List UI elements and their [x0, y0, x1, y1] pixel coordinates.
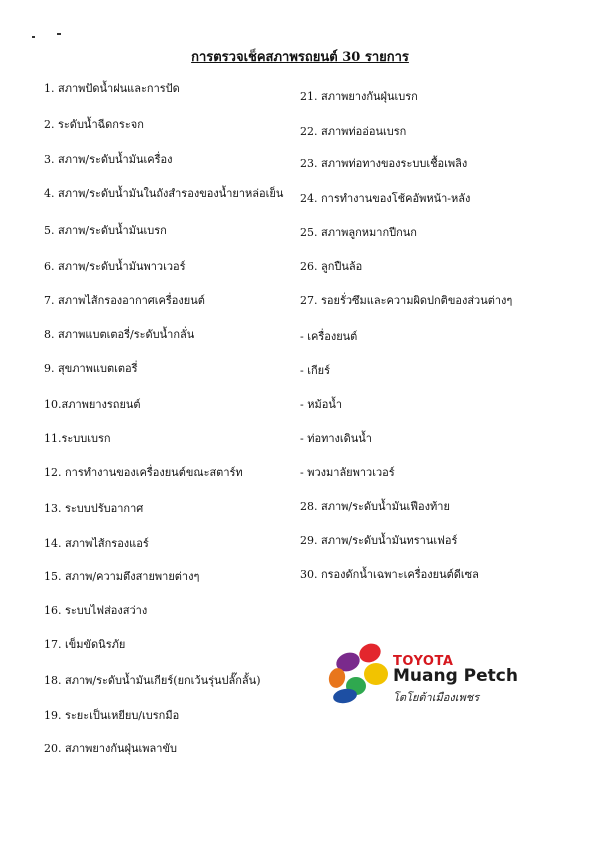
checklist-item: 9. สุขภาพแบตเตอรี่: [44, 362, 138, 375]
checklist-item: 13. ระบบปรับอากาศ: [44, 502, 144, 515]
checklist-item: 27. รอยรั่วซึมและความผิดปกติของส่วนต่างๆ: [300, 294, 513, 307]
scan-speck: [32, 36, 35, 38]
logo-dealer-text: Muang Petch: [393, 666, 518, 686]
checklist-item: - ท่อทางเดินน้ำ: [300, 432, 372, 445]
checklist-item: 16. ระบบไฟส่องสว่าง: [44, 604, 148, 617]
checklist-item: 25. สภาพลูกหมากปีกนก: [300, 226, 417, 239]
checklist-item: - พวงมาลัยพาวเวอร์: [300, 466, 395, 479]
checklist-item: 4. สภาพ/ระดับน้ำมันในถังสำรองของน้ำยาหล่อเย็น: [44, 187, 284, 200]
logo-dealer-thai-text: โตโยต้าเมืองเพชร: [393, 691, 480, 704]
checklist-item: 3. สภาพ/ระดับน้ำมันเครื่อง: [44, 153, 173, 166]
checklist-item: 30. กรองดักน้ำเฉพาะเครื่องยนต์ดีเซล: [300, 568, 479, 581]
checklist-item: 29. สภาพ/ระดับน้ำมันทรานเฟอร์: [300, 534, 458, 547]
checklist-item: 18. สภาพ/ระดับน้ำมันเกียร์(ยกเว้นรุ่นปลั๊กลั้น): [44, 674, 261, 687]
checklist-item: 7. สภาพไส้กรองอากาศเครื่องยนต์: [44, 294, 205, 307]
checklist-item: - เครื่องยนต์: [300, 330, 358, 343]
checklist-item: 8. สภาพแบตเตอรี่/ระดับน้ำกลั่น: [44, 328, 195, 341]
scan-speck: [57, 33, 61, 35]
checklist-item: 20. สภาพยางกันฝุ่นเพลาขับ: [44, 742, 177, 755]
checklist-item: 23. สภาพท่อทางของระบบเชื้อเพลิง: [300, 157, 468, 170]
checklist-item: 10.สภาพยางรถยนต์: [44, 398, 141, 411]
toyota-petals-icon: [326, 640, 392, 706]
checklist-item: 2. ระดับน้ำฉีดกระจก: [44, 118, 144, 131]
checklist-item: 28. สภาพ/ระดับน้ำมันเฟืองท้าย: [300, 500, 450, 513]
checklist-item: 19. ระยะเป็นเหยียบ/เบรกมือ: [44, 709, 180, 722]
checklist-item: 14. สภาพไส้กรองแอร์: [44, 537, 149, 550]
page-title: การตรวจเช็คสภาพรถยนต์ 30 รายการ: [191, 50, 409, 65]
checklist-item: 11.ระบบเบรก: [44, 432, 111, 445]
checklist-item: 17. เข็มขัดนิรภัย: [44, 638, 126, 651]
dealer-logo: [326, 640, 526, 706]
checklist-item: 12. การทำงานของเครื่องยนต์ขณะสตาร์ท: [44, 466, 243, 479]
checklist-item: 6. สภาพ/ระดับน้ำมันพาวเวอร์: [44, 260, 186, 273]
checklist-item: 1. สภาพปัดน้ำฝนและการปัด: [44, 82, 180, 95]
checklist-item: 22. สภาพท่ออ่อนเบรก: [300, 125, 407, 138]
checklist-item: 21. สภาพยางกันฝุ่นเบรก: [300, 90, 418, 103]
checklist-item: - หม้อน้ำ: [300, 398, 343, 411]
logo-brand-text: TOYOTA: [393, 654, 454, 669]
checklist-item: 26. ลูกปืนล้อ: [300, 260, 363, 273]
checklist-item: 15. สภาพ/ความตึงสายพายต่างๆ: [44, 570, 200, 583]
checklist-item: - เกียร์: [300, 364, 330, 377]
checklist-item: 24. การทำงานของโช้คอัพหน้า-หลัง: [300, 192, 471, 205]
checklist-item: 5. สภาพ/ระดับน้ำมันเบรก: [44, 224, 167, 237]
